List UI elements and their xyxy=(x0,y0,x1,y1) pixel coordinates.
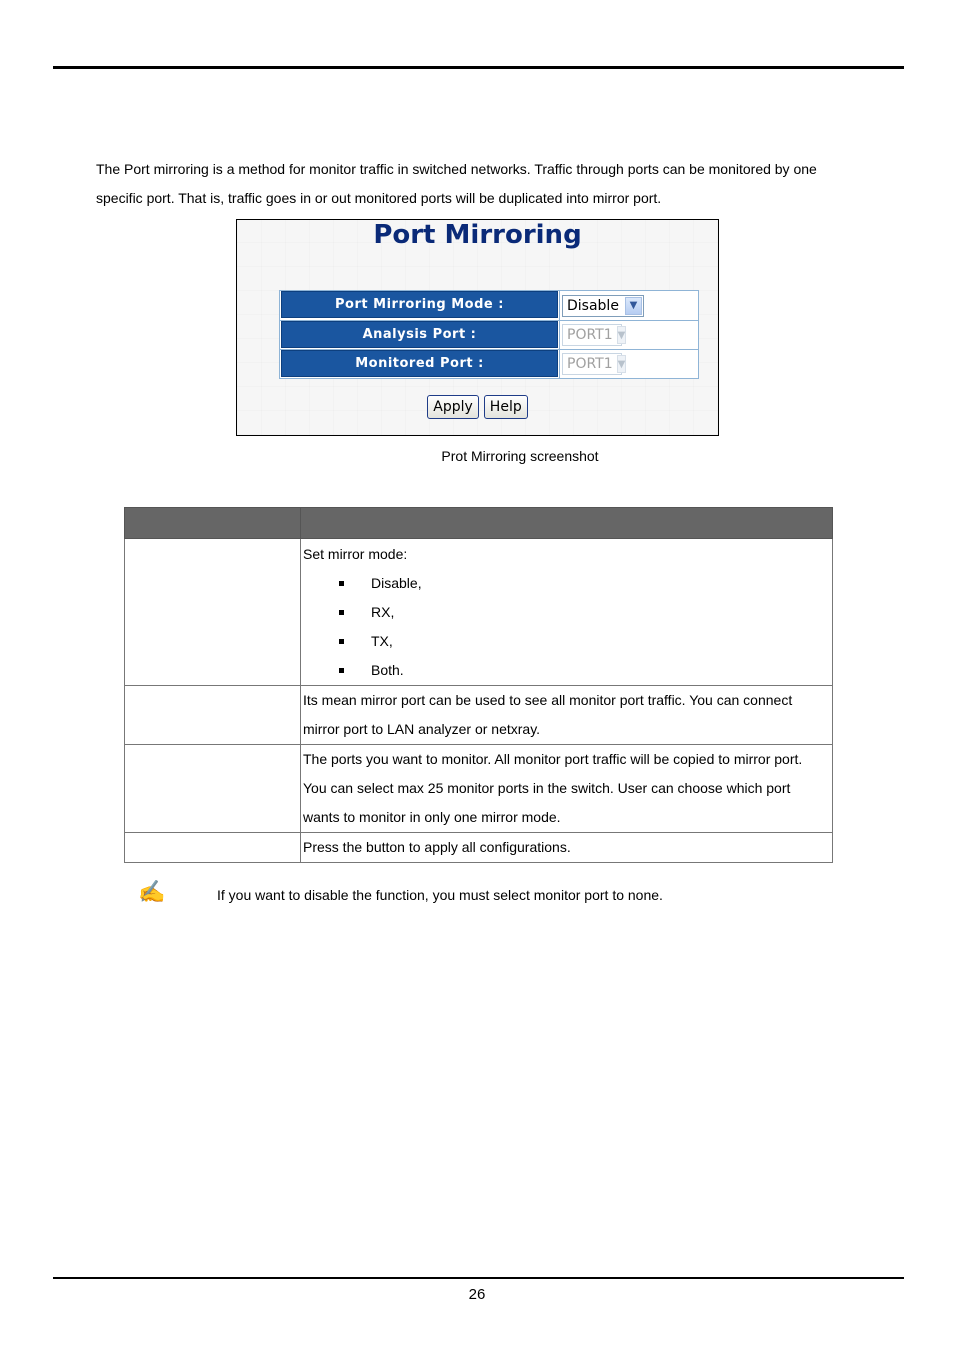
list-item xyxy=(303,569,830,598)
apply-button[interactable]: Apply xyxy=(427,395,479,419)
mode-option-rx: RX, xyxy=(371,604,395,620)
table-header-object xyxy=(125,508,301,539)
form-value-monitored xyxy=(559,350,698,378)
description-table xyxy=(124,507,833,863)
table-cell-description xyxy=(301,833,833,863)
writing-hand-icon: ✍ xyxy=(138,879,166,904)
table-cell-object xyxy=(125,745,301,833)
table-cell-description xyxy=(301,539,833,686)
mode-option-disable: Disable, xyxy=(371,575,422,591)
table-cell-object xyxy=(125,539,301,686)
table-cell-object xyxy=(125,686,301,745)
table-row xyxy=(125,539,833,686)
port-mirroring-mode-select[interactable] xyxy=(562,295,644,317)
analysis-port-select[interactable] xyxy=(562,324,626,346)
form-value-mode xyxy=(559,291,698,320)
form-value-analysis xyxy=(559,321,698,349)
figure-caption: Prot Mirroring screenshot xyxy=(441,448,599,464)
footer-rule xyxy=(53,1277,904,1279)
header-rule xyxy=(53,66,904,69)
table-row xyxy=(125,686,833,745)
help-button[interactable]: Help xyxy=(484,395,528,419)
screenshot-title: Port Mirroring xyxy=(373,220,582,250)
port-mirroring-mode-label: Port Mirroring Mode : xyxy=(281,291,558,318)
form-row-analysis xyxy=(280,320,698,349)
mode-option-both: Both. xyxy=(371,662,404,678)
list-item xyxy=(303,627,830,656)
intro-line-1: The Port mirroring is a method for monitor traffic in switched networks. Traffic through ports can be monitored by one xyxy=(96,161,817,177)
intro-line-2: specific port. That is, traffic goes in or out monitored ports will be duplicated into mirror port. xyxy=(96,190,662,206)
page-number: 26 xyxy=(468,1286,486,1303)
form-row-monitored xyxy=(280,349,698,378)
chevron-down-icon[interactable]: ▼ xyxy=(625,297,642,315)
table-row xyxy=(125,745,833,833)
monitored-desc-line-2: You can select max 25 monitor ports in the switch. User can choose which port xyxy=(303,780,791,796)
monitored-port-label: Monitored Port : xyxy=(281,350,558,377)
table-cell-description xyxy=(301,745,833,833)
list-item xyxy=(303,656,830,685)
note-text: If you want to disable the function, you must select monitor port to none. xyxy=(217,887,663,903)
analysis-desc-line-1: Its mean mirror port can be used to see all monitor port traffic. You can connect xyxy=(303,692,793,708)
table-cell-object xyxy=(125,833,301,863)
mode-list xyxy=(303,569,830,685)
table-header-description xyxy=(301,508,833,539)
intro-paragraph xyxy=(96,155,856,213)
analysis-desc-line-2: mirror port to LAN analyzer or netxray. xyxy=(303,721,541,737)
mode-select-value: Disable xyxy=(567,297,619,314)
mode-option-tx: TX, xyxy=(371,633,393,649)
analysis-select-value: PORT1 xyxy=(567,327,613,343)
apply-desc-line-1: Press the button to apply all configurations. xyxy=(303,839,571,855)
chevron-down-icon[interactable]: ▼ xyxy=(617,355,627,373)
chevron-down-icon[interactable]: ▼ xyxy=(617,326,627,344)
mirroring-form xyxy=(279,290,699,379)
port-mirroring-screenshot xyxy=(236,219,719,436)
form-row-mode xyxy=(280,291,698,320)
monitored-port-select[interactable] xyxy=(562,353,626,375)
table-row xyxy=(125,833,833,863)
monitored-desc-line-1: The ports you want to monitor. All monitor port traffic will be copied to mirror port. xyxy=(303,751,803,767)
monitored-desc-line-3: wants to monitor in only one mirror mode. xyxy=(303,809,561,825)
analysis-port-label: Analysis Port : xyxy=(281,321,558,348)
list-item xyxy=(303,598,830,627)
monitored-select-value: PORT1 xyxy=(567,356,613,372)
button-group xyxy=(237,395,718,419)
mode-intro: Set mirror mode: xyxy=(303,546,408,562)
table-cell-description xyxy=(301,686,833,745)
table-header-row xyxy=(125,508,833,539)
